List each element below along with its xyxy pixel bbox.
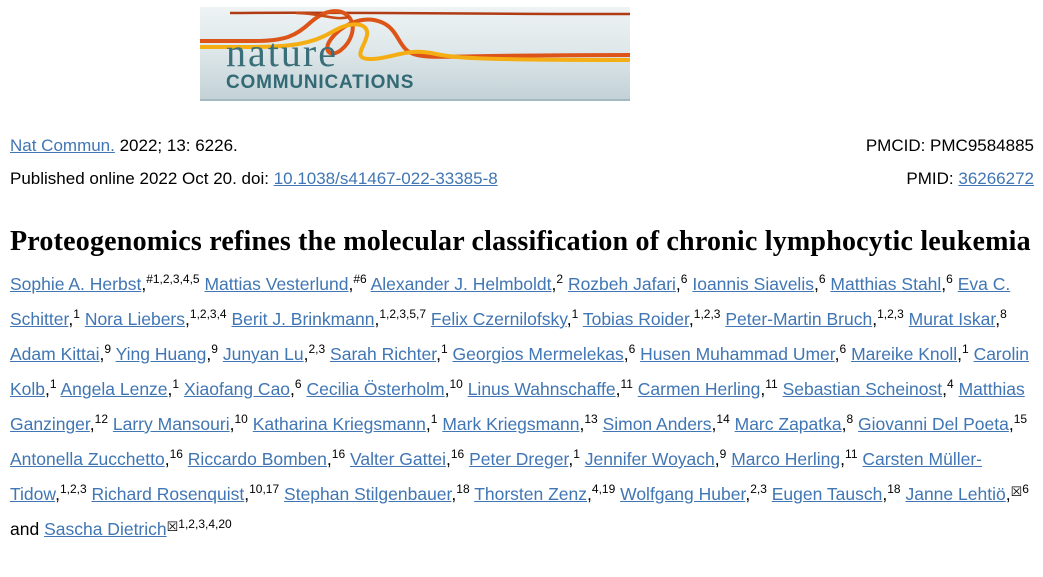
author-entry bbox=[735, 414, 854, 434]
author-separator: , bbox=[834, 344, 840, 364]
author-link[interactable]: Husen Muhammad Umer bbox=[640, 344, 835, 364]
author-link[interactable]: Tobias Roider bbox=[582, 309, 689, 329]
author-entry bbox=[640, 344, 846, 364]
author-entry bbox=[568, 274, 688, 294]
author-separator: , bbox=[714, 449, 720, 469]
affiliation-superscript: 9 bbox=[104, 342, 112, 356]
affiliation-superscript: 9 bbox=[719, 447, 727, 461]
author-link[interactable]: Georgios Mermelekas bbox=[452, 344, 624, 364]
author-separator: , bbox=[55, 484, 60, 504]
published-line bbox=[10, 168, 498, 190]
author-separator: , bbox=[941, 274, 947, 294]
affiliation-superscript: 10,17 bbox=[249, 482, 280, 496]
author-separator: , bbox=[185, 309, 190, 329]
author-link[interactable]: Linus Wahnschaffe bbox=[467, 379, 616, 399]
author-link[interactable]: Larry Mansouri bbox=[112, 414, 230, 434]
author-link[interactable]: Sebastian Scheinost bbox=[782, 379, 943, 399]
author-separator: , bbox=[164, 449, 170, 469]
author-entry bbox=[474, 484, 615, 504]
author-separator: , bbox=[711, 414, 717, 434]
author-link[interactable]: Richard Rosenquist bbox=[91, 484, 245, 504]
author-separator: , bbox=[206, 344, 212, 364]
author-entry bbox=[583, 309, 721, 329]
affiliation-superscript: 6 bbox=[680, 272, 688, 286]
author-separator: , bbox=[688, 309, 694, 329]
author-separator: , bbox=[444, 379, 450, 399]
affiliation-superscript: 1,2,3,4,20 bbox=[178, 517, 232, 531]
envelope-missing-glyph-icon[interactable]: ☒ bbox=[1010, 484, 1023, 499]
author-link[interactable]: Matthias Ganzinger bbox=[10, 379, 1025, 434]
and-word: and bbox=[10, 519, 40, 539]
author-link[interactable]: Mareike Knoll bbox=[851, 344, 958, 364]
logo-wordmark bbox=[226, 30, 415, 93]
author-separator: , bbox=[1008, 414, 1014, 434]
affiliation-superscript: 4,19 bbox=[591, 482, 616, 496]
author-entry bbox=[350, 449, 464, 469]
author-entry bbox=[85, 309, 227, 329]
envelope-missing-glyph-icon[interactable]: ☒ bbox=[166, 519, 179, 534]
author-entry bbox=[116, 344, 218, 364]
author-entry bbox=[10, 344, 111, 364]
affiliation-superscript: 1 bbox=[172, 377, 180, 391]
citation-right bbox=[866, 135, 1034, 201]
author-link[interactable]: Antonella Zucchetto bbox=[10, 449, 165, 469]
author-link[interactable]: Katharina Kriegsmann bbox=[252, 414, 426, 434]
author-link[interactable]: Simon Anders bbox=[602, 414, 712, 434]
author-entry bbox=[909, 309, 1007, 329]
author-entry bbox=[469, 449, 580, 469]
author-separator: , bbox=[425, 414, 431, 434]
author-entry bbox=[223, 344, 325, 364]
author-separator: , bbox=[45, 379, 50, 399]
affiliation-superscript: 1,2,3,5,7 bbox=[379, 307, 427, 321]
author-link[interactable]: Sophie A. Herbst bbox=[10, 274, 142, 294]
author-link[interactable]: Thorsten Zenz bbox=[474, 484, 588, 504]
author-entry bbox=[851, 344, 969, 364]
affiliation-superscript: 2 bbox=[556, 272, 564, 286]
affiliation-superscript: 6 bbox=[294, 377, 302, 391]
affiliation-superscript: #6 bbox=[353, 272, 367, 286]
nature-communications-logo bbox=[200, 7, 630, 101]
author-entry bbox=[858, 414, 1027, 434]
affiliation-superscript: 1,2,3 bbox=[59, 482, 87, 496]
author-separator: , bbox=[587, 484, 592, 504]
pmid-link[interactable]: 36266272 bbox=[958, 169, 1034, 188]
affiliation-superscript: 6 bbox=[946, 272, 953, 286]
author-entry bbox=[431, 309, 578, 329]
citation-bar bbox=[0, 101, 1043, 201]
author-entry bbox=[204, 274, 366, 294]
author-separator: , bbox=[872, 309, 878, 329]
affiliation-superscript: 1 bbox=[440, 342, 448, 356]
affiliation-superscript: 16 bbox=[450, 447, 465, 461]
author-link[interactable]: Nora Liebers bbox=[84, 309, 186, 329]
author-entry bbox=[772, 484, 901, 504]
author-separator: , bbox=[436, 344, 441, 364]
author-link[interactable]: Carolin Kolb bbox=[10, 344, 1030, 399]
affiliation-superscript: 16 bbox=[331, 447, 346, 461]
author-entry bbox=[113, 414, 248, 434]
author-separator: , bbox=[551, 274, 557, 294]
author-link[interactable]: Carmen Herling bbox=[637, 379, 761, 399]
author-separator: , bbox=[579, 414, 585, 434]
affiliation-superscript: 6 bbox=[1022, 482, 1029, 496]
citation-left bbox=[10, 135, 498, 201]
author-separator: , bbox=[229, 414, 235, 434]
author-separator: , bbox=[942, 379, 947, 399]
affiliation-superscript: 1,2,3 bbox=[693, 307, 721, 321]
author-entry bbox=[188, 449, 345, 469]
logo-communications-text: COMMUNICATIONS bbox=[226, 72, 415, 93]
affiliation-superscript: 1,2,3,4 bbox=[189, 307, 227, 321]
author-separator: , bbox=[290, 379, 295, 399]
affiliation-superscript: 14 bbox=[716, 412, 730, 426]
affiliation-superscript: 11 bbox=[845, 447, 858, 461]
author-separator: , bbox=[840, 449, 846, 469]
affiliation-superscript: 11 bbox=[765, 377, 778, 391]
author-separator: , bbox=[568, 449, 574, 469]
affiliation-superscript: 18 bbox=[456, 482, 470, 496]
author-link[interactable]: Carsten Müller-Tidow bbox=[10, 449, 982, 504]
affiliation-superscript: 10 bbox=[449, 377, 463, 391]
pmid-label: PMID: bbox=[906, 169, 959, 188]
affiliation-superscript: 8 bbox=[1000, 307, 1007, 321]
author-link[interactable]: Mark Kriegsmann bbox=[442, 414, 580, 434]
journal-citation-line bbox=[10, 135, 498, 157]
author-link[interactable]: Marco Herling bbox=[731, 449, 841, 469]
affiliation-superscript: 8 bbox=[846, 412, 854, 426]
journal-link[interactable]: Nat Commun. bbox=[10, 136, 115, 155]
author-separator: , bbox=[615, 379, 621, 399]
author-entry bbox=[442, 414, 597, 434]
author-link[interactable]: Matthias Stahl bbox=[830, 274, 942, 294]
author-separator: , bbox=[167, 379, 173, 399]
affiliation-superscript: 1 bbox=[73, 307, 80, 321]
author-separator: , bbox=[244, 484, 250, 504]
author-entry bbox=[253, 414, 438, 434]
author-link[interactable]: Janne Lehtiö bbox=[905, 484, 1006, 504]
author-separator: , bbox=[841, 414, 847, 434]
affiliation-superscript: 1 bbox=[49, 377, 57, 391]
author-link[interactable]: Adam Kittai bbox=[10, 344, 100, 364]
pmcid-text: PMCID: PMC9584885 bbox=[865, 136, 1034, 155]
author-separator: , bbox=[451, 484, 457, 504]
author-entry bbox=[585, 449, 727, 469]
author-separator: , bbox=[445, 449, 451, 469]
author-link[interactable]: Jennifer Woyach bbox=[584, 449, 715, 469]
author-separator: , bbox=[745, 484, 751, 504]
author-entry bbox=[10, 449, 183, 469]
article-title: Proteogenomics refines the molecular classification of chronic lymphocytic leukemia bbox=[10, 226, 1031, 257]
author-separator: , bbox=[374, 309, 380, 329]
author-separator: , bbox=[760, 379, 766, 399]
affiliation-superscript: 4 bbox=[947, 377, 954, 391]
author-link[interactable]: Junyan Lu bbox=[222, 344, 304, 364]
author-entry bbox=[725, 309, 903, 329]
author-link[interactable]: Rozbeh Jafari bbox=[567, 274, 676, 294]
author-entry bbox=[905, 484, 1028, 504]
author-link[interactable]: Giovanni Del Poeta bbox=[858, 414, 1009, 434]
affiliation-superscript: 12 bbox=[94, 412, 109, 426]
author-entry bbox=[783, 379, 954, 399]
affiliation-superscript: 16 bbox=[169, 447, 183, 461]
author-separator: , bbox=[1005, 484, 1011, 504]
author-entry bbox=[284, 484, 470, 504]
author-link[interactable]: Berit J. Brinkmann bbox=[231, 309, 375, 329]
citation-volume-text: 2022; 13: 6226. bbox=[114, 136, 238, 155]
author-entry bbox=[453, 344, 636, 364]
author-link[interactable]: Wolfgang Huber bbox=[620, 484, 746, 504]
author-entry bbox=[731, 449, 857, 469]
author-entry bbox=[692, 274, 825, 294]
author-separator: , bbox=[882, 484, 888, 504]
author-link[interactable]: Xiaofang Cao bbox=[183, 379, 291, 399]
author-entry bbox=[61, 379, 180, 399]
affiliation-superscript: 6 bbox=[839, 342, 847, 356]
logo-nature-text: nature bbox=[226, 30, 338, 75]
author-link[interactable]: Sascha Dietrich bbox=[44, 519, 167, 539]
author-entry bbox=[638, 379, 778, 399]
author-separator: , bbox=[68, 309, 74, 329]
author-entry bbox=[330, 344, 448, 364]
published-text: Published online 2022 Oct 20. doi: bbox=[10, 169, 274, 188]
affiliation-superscript: 13 bbox=[584, 412, 598, 426]
doi-link[interactable]: 10.1038/s41467-022-33385-8 bbox=[273, 169, 498, 188]
author-link[interactable]: Riccardo Bomben bbox=[187, 449, 327, 469]
author-entry bbox=[306, 379, 462, 399]
author-separator: , bbox=[813, 274, 819, 294]
author-link[interactable]: Valter Gattei bbox=[350, 449, 446, 469]
author-separator: , bbox=[995, 309, 1001, 329]
author-separator: , bbox=[348, 274, 354, 294]
affiliation-superscript: 1 bbox=[430, 412, 438, 426]
author-separator: , bbox=[141, 274, 147, 294]
author-entry bbox=[620, 484, 767, 504]
affiliation-superscript: 10 bbox=[234, 412, 248, 426]
affiliation-superscript: 1 bbox=[571, 307, 579, 321]
author-entry bbox=[603, 414, 730, 434]
author-link[interactable]: Stephan Stilgenbauer bbox=[284, 484, 452, 504]
author-entry bbox=[184, 379, 302, 399]
author-link[interactable]: Eva C. Schitter bbox=[10, 274, 1011, 329]
author-entry bbox=[10, 274, 200, 294]
author-link[interactable]: Cecilia Österholm bbox=[306, 379, 445, 399]
affiliation-superscript: 18 bbox=[887, 482, 901, 496]
author-list bbox=[0, 259, 1043, 548]
author-entry bbox=[92, 484, 280, 504]
affiliation-superscript: 9 bbox=[211, 342, 218, 356]
author-link[interactable]: Ying Huang bbox=[115, 344, 207, 364]
author-link[interactable]: Felix Czernilofsky bbox=[430, 309, 567, 329]
affiliation-superscript: 6 bbox=[818, 272, 826, 286]
affiliation-superscript: 15 bbox=[1013, 412, 1028, 426]
affiliation-superscript: 6 bbox=[628, 342, 636, 356]
author-separator: , bbox=[957, 344, 962, 364]
author-separator: , bbox=[89, 414, 95, 434]
affiliation-superscript: 1 bbox=[962, 342, 969, 356]
author-separator: , bbox=[675, 274, 681, 294]
author-link[interactable]: Sarah Richter bbox=[330, 344, 437, 364]
author-link[interactable]: Peter-Martin Bruch bbox=[725, 309, 873, 329]
author-entry bbox=[371, 274, 563, 294]
author-separator: , bbox=[623, 344, 629, 364]
affiliation-superscript: 2,3 bbox=[750, 482, 767, 496]
pmid-line bbox=[866, 168, 1034, 190]
affiliation-superscript: 2,3 bbox=[308, 342, 326, 356]
author-link[interactable]: Murat Iskar bbox=[908, 309, 996, 329]
author-link[interactable]: Ioannis Siavelis bbox=[692, 274, 814, 294]
author-entry bbox=[231, 309, 426, 329]
author-entry bbox=[468, 379, 633, 399]
author-link[interactable]: Angela Lenze bbox=[60, 379, 168, 399]
author-separator: , bbox=[566, 309, 572, 329]
author-entry bbox=[44, 519, 232, 539]
author-link[interactable]: Marc Zapatka bbox=[734, 414, 842, 434]
pmc-article-header bbox=[0, 7, 1043, 548]
pmcid-line bbox=[866, 135, 1034, 157]
affiliation-superscript: 11 bbox=[620, 377, 633, 391]
affiliation-superscript: #1,2,3,4,5 bbox=[146, 272, 200, 286]
author-separator: , bbox=[326, 449, 332, 469]
author-separator: , bbox=[99, 344, 105, 364]
affiliation-superscript: 1 bbox=[573, 447, 580, 461]
author-link[interactable]: Alexander J. Helmboldt bbox=[370, 274, 552, 294]
author-link[interactable]: Mattias Vesterlund bbox=[204, 274, 349, 294]
author-link[interactable]: Peter Dreger bbox=[469, 449, 569, 469]
affiliation-superscript: 1,2,3 bbox=[877, 307, 904, 321]
author-entry bbox=[830, 274, 952, 294]
author-link[interactable]: Eugen Tausch bbox=[771, 484, 883, 504]
author-separator: , bbox=[303, 344, 309, 364]
